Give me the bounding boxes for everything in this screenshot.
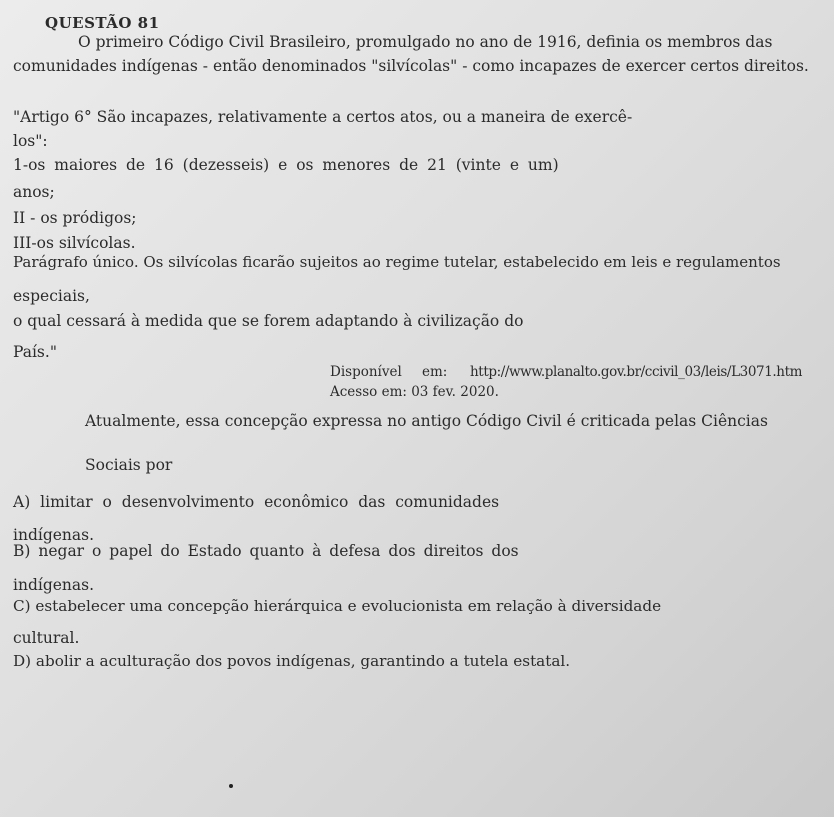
- quote-line-2: los":: [13, 132, 48, 150]
- option-c-line-1[interactable]: C) estabelecer uma concepção hierárquica e evolucionista em relação à diversidade: [13, 597, 662, 615]
- quote-line-1: "Artigo 6° São incapazes, relativamente a certos atos, ou a maneira de exercê-: [13, 108, 633, 126]
- option-a-line-2[interactable]: indígenas.: [13, 526, 95, 544]
- ink-dot: [229, 784, 233, 788]
- quote-line-6: III-os silvícolas.: [13, 234, 136, 252]
- quote-line-5: II - os pródigos;: [13, 209, 137, 227]
- option-c-line-2[interactable]: cultural.: [13, 629, 80, 647]
- intro-line-2: comunidades indígenas - então denominados "silvícolas" - como incapazes de exercer certos direitos.: [13, 57, 809, 75]
- quote-line-7: Parágrafo único. Os silvícolas ficarão sujeitos ao regime tutelar, estabelecido em leis e regulamentos: [13, 253, 781, 271]
- quote-line-4: anos;: [13, 183, 55, 201]
- source-url: http://www.planalto.gov.br/ccivil_03/leis/L3071.htm: [470, 364, 803, 380]
- source-label: Disponível: [330, 364, 402, 380]
- option-b-line-2[interactable]: indígenas.: [13, 576, 95, 594]
- quote-line-9: o qual cessará à medida que se forem adaptando à civilização do: [13, 312, 524, 330]
- option-a-line-1[interactable]: A) limitar o desenvolvimento econômico das comunidades: [13, 493, 500, 511]
- quote-line-10: País.": [13, 343, 57, 361]
- quote-line-3: 1-os maiores de 16 (dezesseis) e os menores de 21 (vinte e um): [13, 156, 559, 174]
- source-access-date: Acesso em: 03 fev. 2020.: [330, 384, 499, 400]
- intro-line-1: O primeiro Código Civil Brasileiro, promulgado no ano de 1916, definia os membros das: [78, 33, 773, 51]
- question-title: QUESTÃO 81: [45, 14, 160, 32]
- stem-line-1: Atualmente, essa concepção expressa no antigo Código Civil é criticada pelas Ciências: [85, 412, 768, 430]
- option-d-line-1[interactable]: D) abolir a aculturação dos povos indígenas, garantindo a tutela estatal.: [13, 652, 571, 670]
- stem-line-2: Sociais por: [85, 456, 173, 474]
- option-b-line-1[interactable]: B) negar o papel do Estado quanto à defesa dos direitos dos: [13, 542, 519, 560]
- source-em: em:: [422, 364, 448, 380]
- quote-line-8: especiais,: [13, 287, 90, 305]
